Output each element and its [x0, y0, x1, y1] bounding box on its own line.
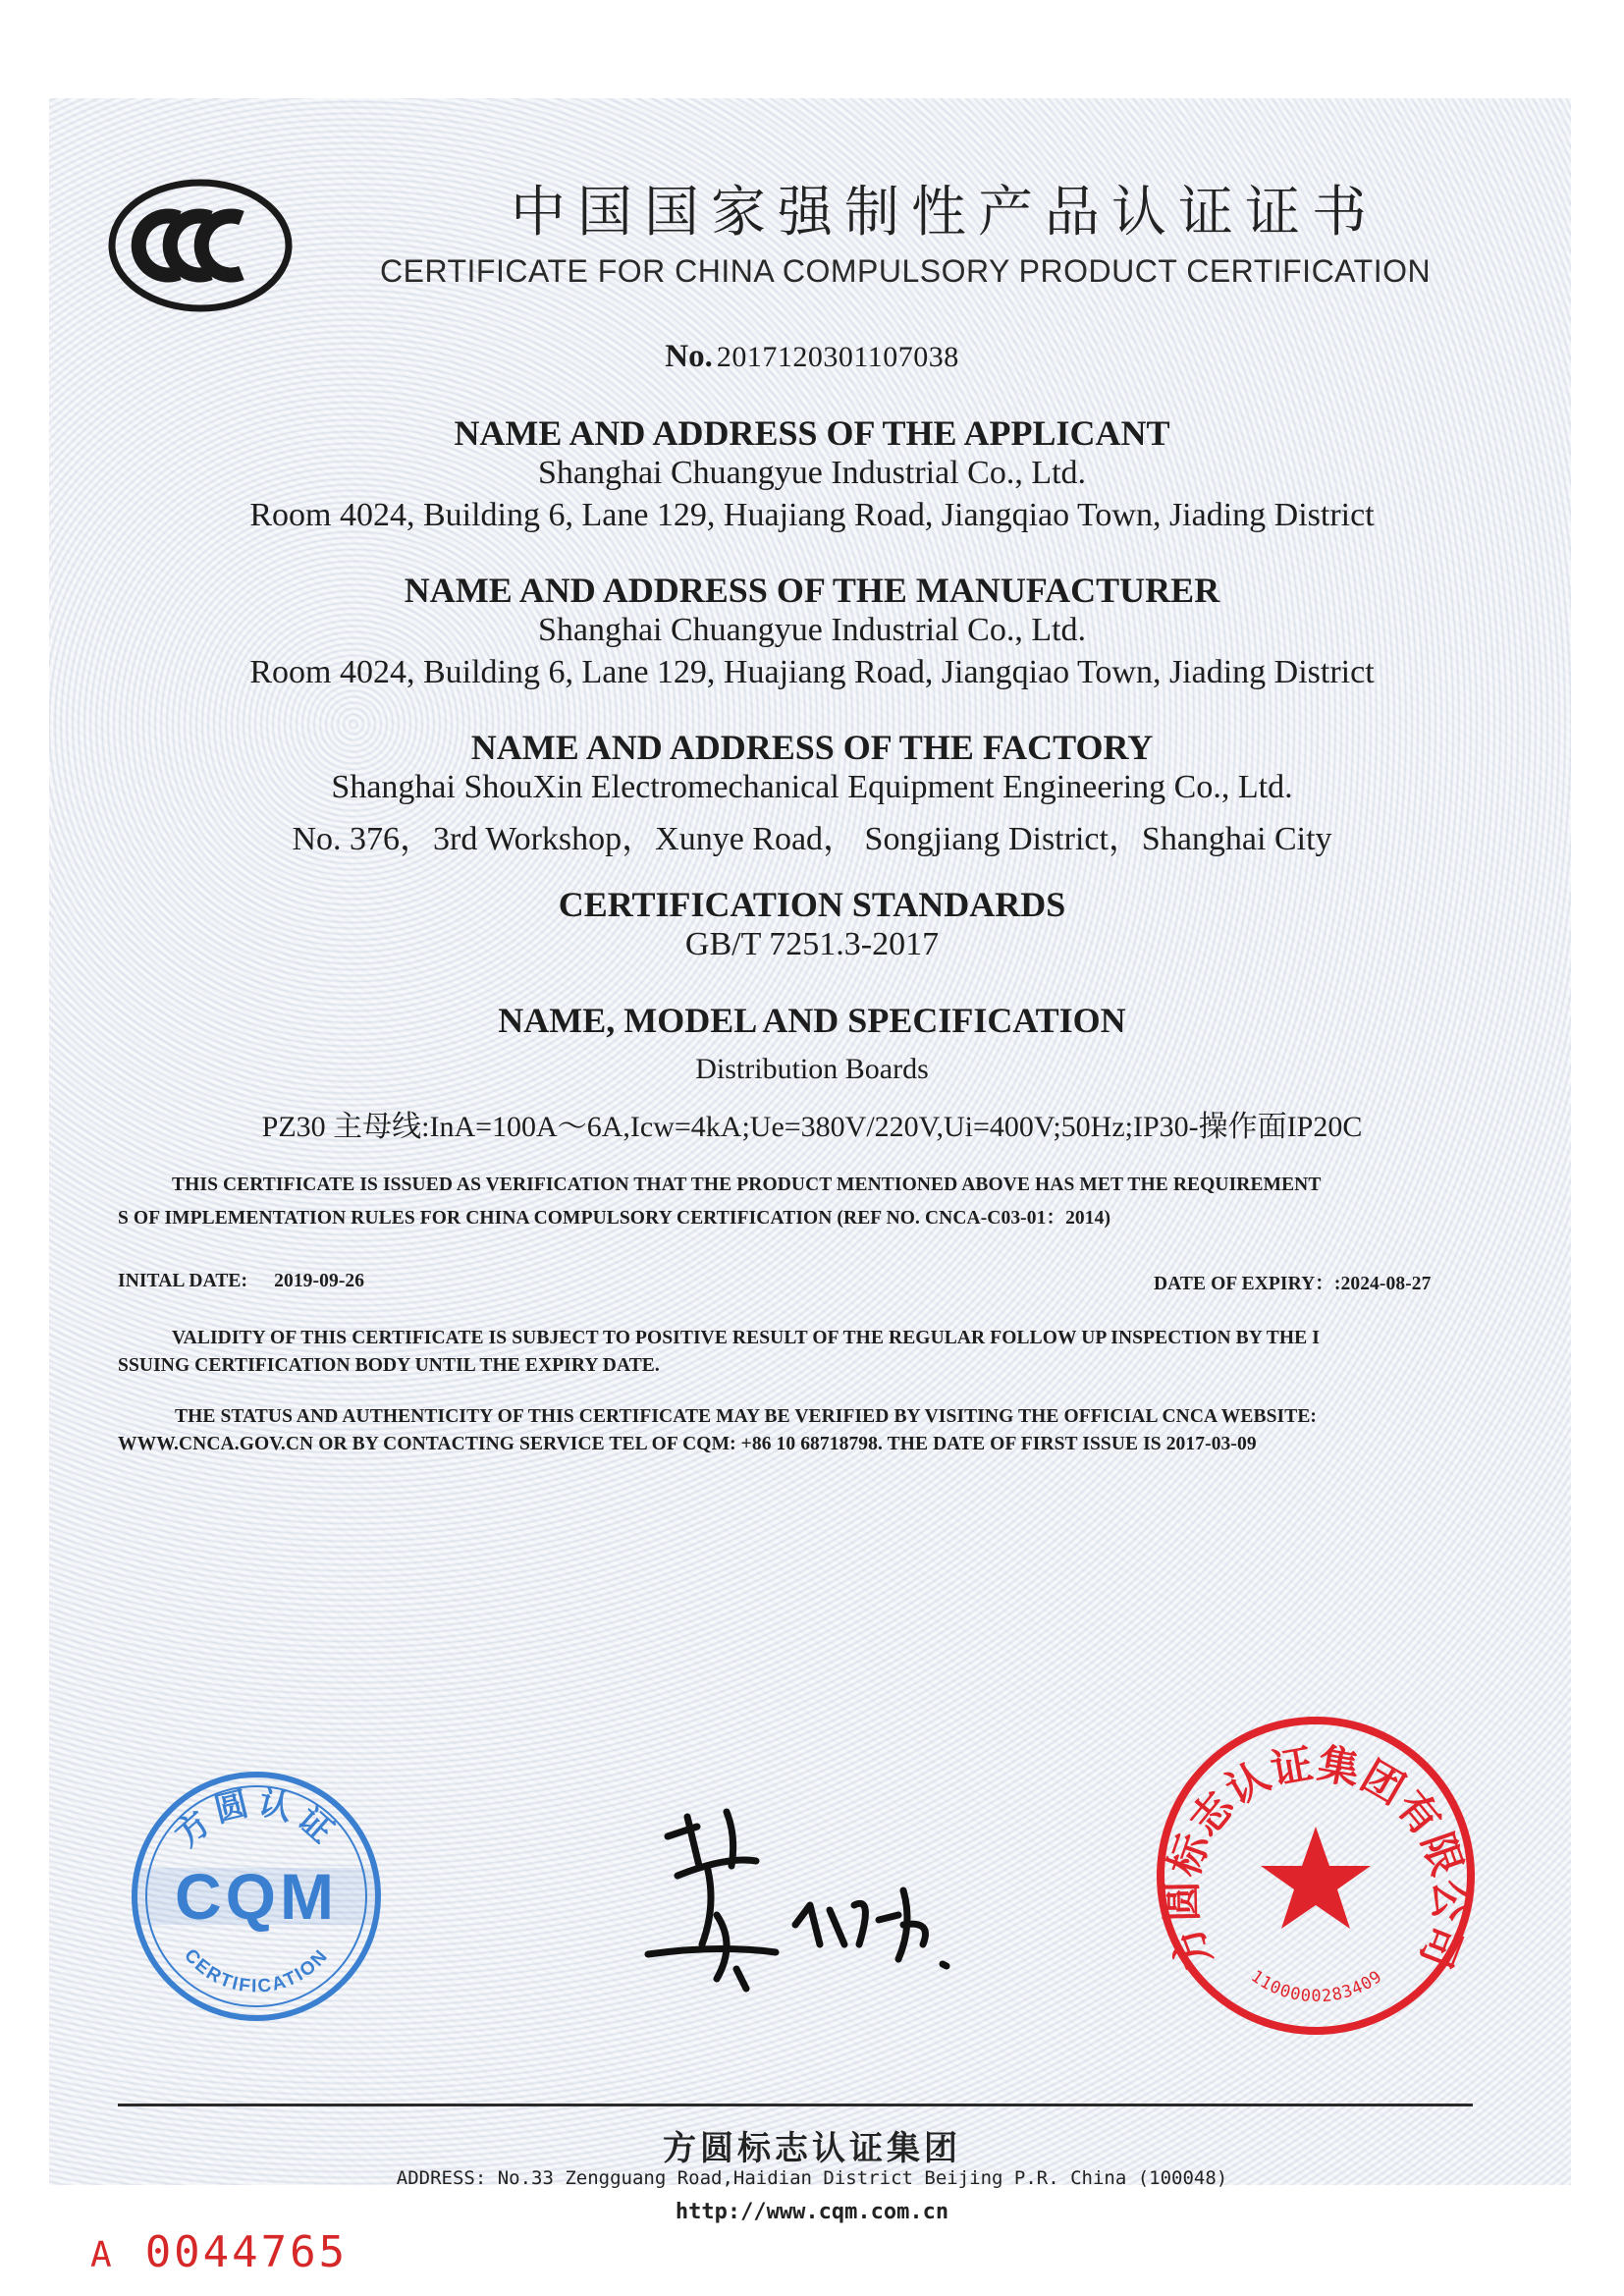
company-seal	[1149, 1709, 1483, 2043]
cqm-bottom-text: CERTIFICATION	[180, 1944, 333, 1997]
handwritten-signature	[609, 1797, 982, 2003]
seal-number: 1100000283409	[1247, 1966, 1386, 2007]
applicant-name: Shanghai Chuangyue Industrial Co., Ltd.	[537, 455, 1087, 491]
cqm-main-text: CQM	[175, 1860, 338, 1933]
seal-star-icon	[1261, 1827, 1371, 1929]
product-spec: PZ30 主母线:InA=100A～6A,Icw=4kA;Ue=380V/220V,Ui=400V;50Hz;IP30-操作面IP20C	[261, 1111, 1363, 1143]
product-name: Distribution Boards	[695, 1053, 929, 1085]
footer-website-link[interactable]: http://www.cqm.com.cn	[675, 2200, 949, 2224]
footer-organization: 方圆标志认证集团	[663, 2129, 961, 2168]
initial-date-label: INITAL DATE:	[118, 1271, 248, 1291]
certificate-number-value: 2017120301107038	[716, 341, 959, 373]
product-heading: NAME, MODEL AND SPECIFICATION	[498, 1001, 1126, 1040]
validity-statement-line1: VALIDITY OF THIS CERTIFICATE IS SUBJECT TO POSITIVE RESULT OF THE REGULAR FOLLOW UP INSPECTION BY THE I	[172, 1328, 1320, 1348]
seal-text: 方圆标志认证集团有限公司	[1157, 1738, 1475, 1976]
title-english: CERTIFICATE FOR CHINA COMPULSORY PRODUCT CERTIFICATION	[380, 253, 1432, 289]
title-chinese: 中国国家强制性产品认证证书	[511, 181, 1379, 245]
initial-date	[118, 1271, 364, 1292]
issued-statement-line2: S OF IMPLEMENTATION RULES FOR CHINA COMPULSORY CERTIFICATION (REF NO. CNCA-C03-01：2014)	[118, 1208, 1111, 1229]
expiry-date	[1154, 1268, 1432, 1295]
cqm-top-text: 方圆认证	[167, 1782, 346, 1855]
footer-divider	[118, 2104, 1473, 2106]
serial-number	[90, 2227, 348, 2277]
status-statement-line1: THE STATUS AND AUTHENTICITY OF THIS CERTIFICATE MAY BE VERIFIED BY VISITING THE OFFICIAL CNCA WEBSITE:	[175, 1406, 1318, 1427]
applicant-address: Room 4024, Building 6, Lane 129, Huajiang Road, Jiangqiao Town, Jiading District	[249, 497, 1375, 533]
footer-address: ADDRESS: No.33 Zengguang Road,Haidian District Beijing P.R. China (100048)	[396, 2167, 1228, 2189]
expiry-date-value: :2024-08-27	[1333, 1274, 1432, 1294]
manufacturer-address: Room 4024, Building 6, Lane 129, Huajiang Road, Jiangqiao Town, Jiading District	[249, 654, 1375, 690]
svg-text:CERTIFICATION	[180, 1945, 333, 1997]
serial-prefix: A	[90, 2235, 112, 2275]
factory-heading: NAME AND ADDRESS OF THE FACTORY	[470, 728, 1154, 767]
ccc-letters	[138, 216, 242, 275]
manufacturer-heading: NAME AND ADDRESS OF THE MANUFACTURER	[404, 571, 1220, 610]
standards-heading: CERTIFICATION STANDARDS	[558, 885, 1066, 924]
validity-statement-line2: SSUING CERTIFICATION BODY UNTIL THE EXPIRY DATE.	[118, 1355, 660, 1376]
serial-value: 0044765	[144, 2227, 349, 2277]
expiry-date-label: DATE OF EXPIRY：	[1154, 1274, 1334, 1294]
applicant-heading: NAME AND ADDRESS OF THE APPLICANT	[454, 413, 1170, 453]
factory-address: No. 376，3rd Workshop，Xunye Road， Songjiang District，Shanghai City	[292, 821, 1332, 857]
cqm-certification-logo	[128, 1768, 385, 2025]
svg-text:1100000283409	[1247, 1967, 1386, 2007]
initial-date-value: 2019-09-26	[274, 1271, 365, 1291]
standards-value: GB/T 7251.3-2017	[684, 926, 940, 962]
issued-statement-line1: THIS CERTIFICATE IS ISSUED AS VERIFICATION THAT THE PRODUCT MENTIONED ABOVE HAS MET THE REQUIREMENT	[172, 1175, 1322, 1195]
factory-name: Shanghai ShouXin Electromechanical Equipment Engineering Co., Ltd.	[331, 769, 1293, 805]
manufacturer-name: Shanghai Chuangyue Industrial Co., Ltd.	[537, 612, 1087, 648]
ccc-logo	[106, 177, 295, 314]
status-statement-line2: WWW.CNCA.GOV.CN OR BY CONTACTING SERVICE TEL OF CQM: +86 10 68718798. THE DATE OF FIRST ISSUE IS 2017-03-09	[118, 1434, 1257, 1454]
certificate-number	[0, 339, 1624, 375]
certificate-number-label: No.	[665, 339, 713, 374]
